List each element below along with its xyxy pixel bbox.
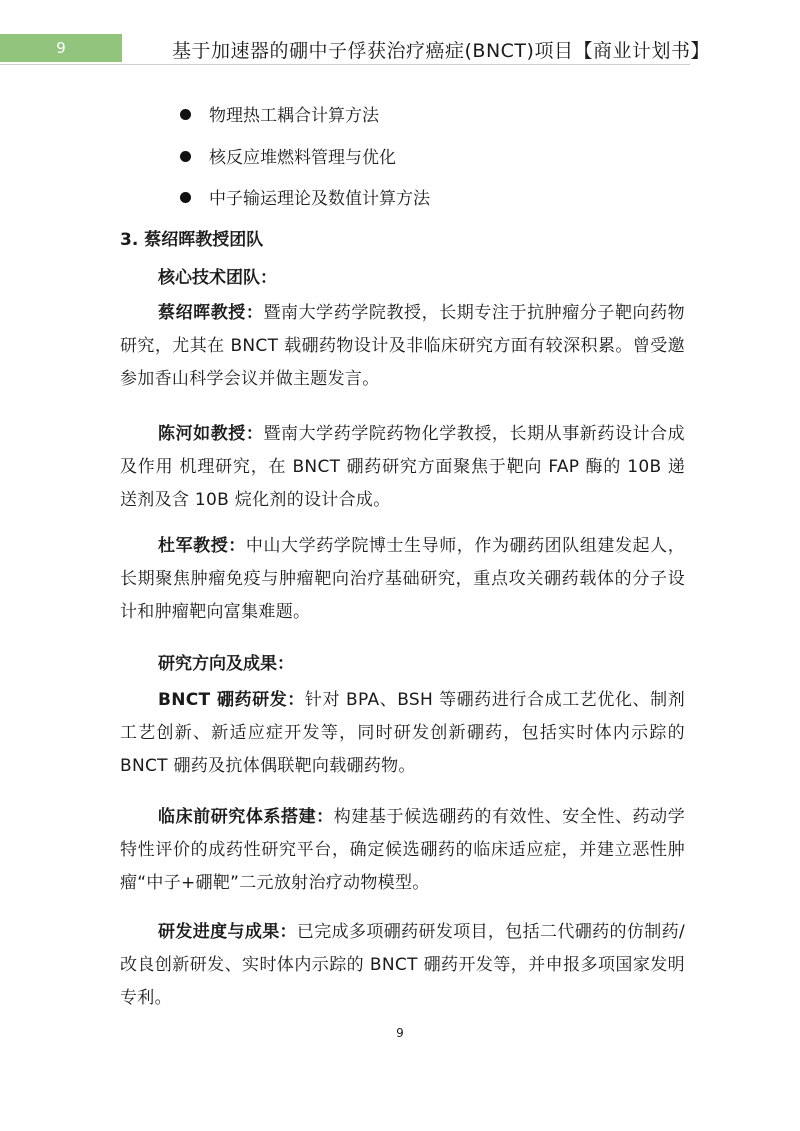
- research-description: 构建基于候选硼药的有效性、安全性、药动学特性评价的成药性研究平台，确定候选硼药的临床适应症，并建立恶性肿瘤“中子+硼靶”二元放射治疗动物模型。: [120, 807, 686, 893]
- bullet-dot-icon: [180, 151, 191, 162]
- bullet-item: 中子输运理论及数值计算方法: [180, 187, 430, 211]
- member-name: 杜军教授：: [158, 536, 246, 556]
- member-paragraph: [120, 297, 685, 396]
- member-paragraph: [120, 418, 685, 517]
- research-title: 临床前研究体系搭建：: [158, 807, 334, 827]
- research-description: 已完成多项硼药研发项目，包括二代硼药的仿制药/改良创新研发、实时体内示踪的 BNCT 硼药开发等，并申报多项国家发明专利。: [120, 922, 685, 1008]
- research-paragraph: [120, 684, 685, 783]
- bullet-item: 核反应堆燃料管理与优化: [180, 146, 396, 170]
- member-description: 暨南大学药学院教授，长期专注于抗肿瘤分子靶向药物研究，尤其在 BNCT 载硼药物设计及非临床研究方面有较深积累。曾受邀参加香山科学会议并做主题发言。: [120, 303, 685, 389]
- research-title: BNCT 硼药研发：: [158, 690, 305, 710]
- page-number-tab: 9: [0, 34, 122, 62]
- research-description: 针对 BPA、BSH 等硼药进行合成工艺优化、制剂工艺创新、新适应症开发等，同时研发创新硼药，包括实时体内示踪的 BNCT 硼药及抗体偶联靶向载硼药物。: [120, 690, 685, 776]
- research-paragraph: [120, 916, 685, 1015]
- page-number: 9: [396, 1026, 404, 1040]
- section-heading: 3. 蔡绍晖教授团队: [120, 230, 264, 250]
- member-description: 暨南大学药学院药物化学教授，长期从事新药设计合成及作用 机理研究，在 BNCT 硼药研究方面聚焦于靶向 FAP 酶的 10B 递送剂及含 10B 烷化剂的设计合成。: [120, 424, 685, 510]
- document-title: 基于加速器的硼中子俘获治疗癌症(BNCT)项目【商业计划书】: [172, 40, 710, 62]
- bullet-item: 物理热工耦合计算方法: [180, 104, 379, 128]
- header-divider: [0, 64, 690, 65]
- research-title: 研发进度与成果：: [158, 922, 297, 942]
- member-paragraph: [120, 530, 685, 629]
- page-header: [0, 0, 800, 66]
- member-name: 蔡绍晖教授：: [158, 303, 264, 323]
- research-paragraph: [120, 801, 685, 900]
- member-name: 陈河如教授：: [158, 424, 264, 444]
- member-description: 中山大学药学院博士生导师，作为硼药团队组建发起人，长期聚焦肿瘤免疫与肿瘤靶向治疗基础研究，重点攻关硼药载体的分子设计和肿瘤靶向富集难题。: [120, 536, 686, 622]
- research-heading: 研究方向及成果：: [158, 654, 294, 674]
- bullet-dot-icon: [180, 192, 191, 203]
- bullet-dot-icon: [180, 109, 191, 120]
- core-team-heading: 核心技术团队：: [158, 268, 277, 288]
